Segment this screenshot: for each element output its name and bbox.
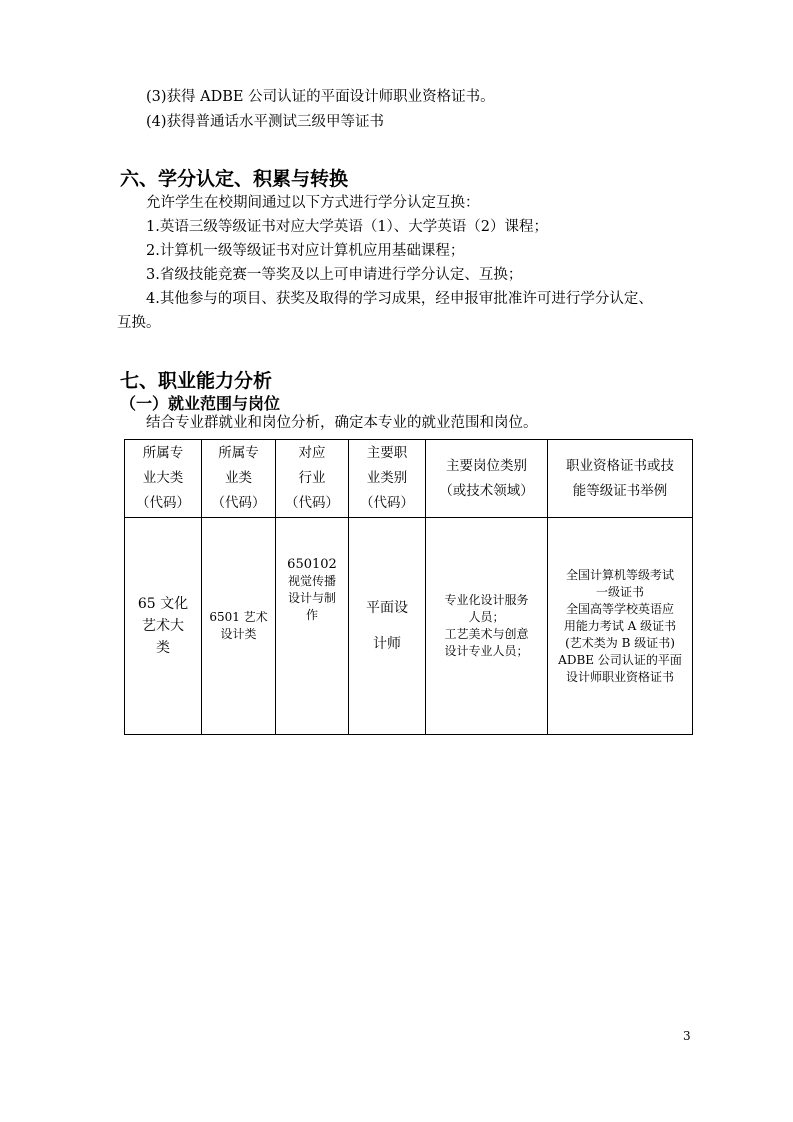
header-major-class: 所属专 业类 （代码） [202,440,276,518]
cell-occupation: 平面设 计师 [349,518,426,735]
employment-scope-table [124,439,693,735]
section-6-item-1: 1.英语三级等级证书对应大学英语（1）、大学英语（2）课程； [146,219,549,235]
cell-major-class: 6501 艺术 设计类 [202,518,276,735]
section-6-item-2: 2.计算机一级等级证书对应计算机应用基础课程； [146,243,465,259]
header-certificates: 职业资格证书或技 能等级证书举例 [548,440,693,518]
section-6-intro: 允许学生在校期间通过以下方式进行学分认定互换： [146,195,480,211]
section-6-heading: 六、学分认定、积累与转换 [120,168,349,190]
page-number: 3 [683,1029,691,1043]
header-job-category: 主要岗位类别 （或技术领域） [426,440,548,518]
table-row [125,518,693,735]
qualification-item-3: (3)获得 ADBE 公司认证的平面设计师职业资格证书。 [146,89,495,105]
header-major-category: 所属专 业大类 （代码） [125,440,202,518]
cell-major-category: 65 文化 艺术大 类 [125,518,202,735]
section-7-intro: 结合专业群就业和岗位分析，确定本专业的就业范围和岗位。 [146,415,538,431]
section-6-item-3: 3.省级技能竞赛一等奖及以上可申请进行学分认定、互换； [146,267,523,283]
section-6-item-4-continuation: 互换。 [117,315,161,331]
cell-industry: 650102 视觉传播 设计与制 作 [276,518,349,735]
section-7-heading: 七、职业能力分析 [120,370,273,392]
section-7-subheading: （一）就业范围与岗位 [120,394,281,413]
qualification-item-4: (4)获得普通话水平测试三级甲等证书 [146,114,385,130]
header-industry: 对应 行业 （代码） [276,440,349,518]
section-6-item-4: 4.其他参与的项目、获奖及取得的学习成果，经申报审批准许可进行学分认定、 [146,291,653,307]
cell-certificates: 全国计算机等级考试 一级证书 全国高等学校英语应 用能力考试 A 级证书 (艺术类为 B 级证书) ADBE 公司认证的平面 设计师职业资格证书 [548,518,693,735]
cell-job-category: 专业化设计服务 人员； 工艺美术与创意 设计专业人员； [426,518,548,735]
header-occupation: 主要职 业类别 （代码） [349,440,426,518]
table-header-row [125,440,693,518]
